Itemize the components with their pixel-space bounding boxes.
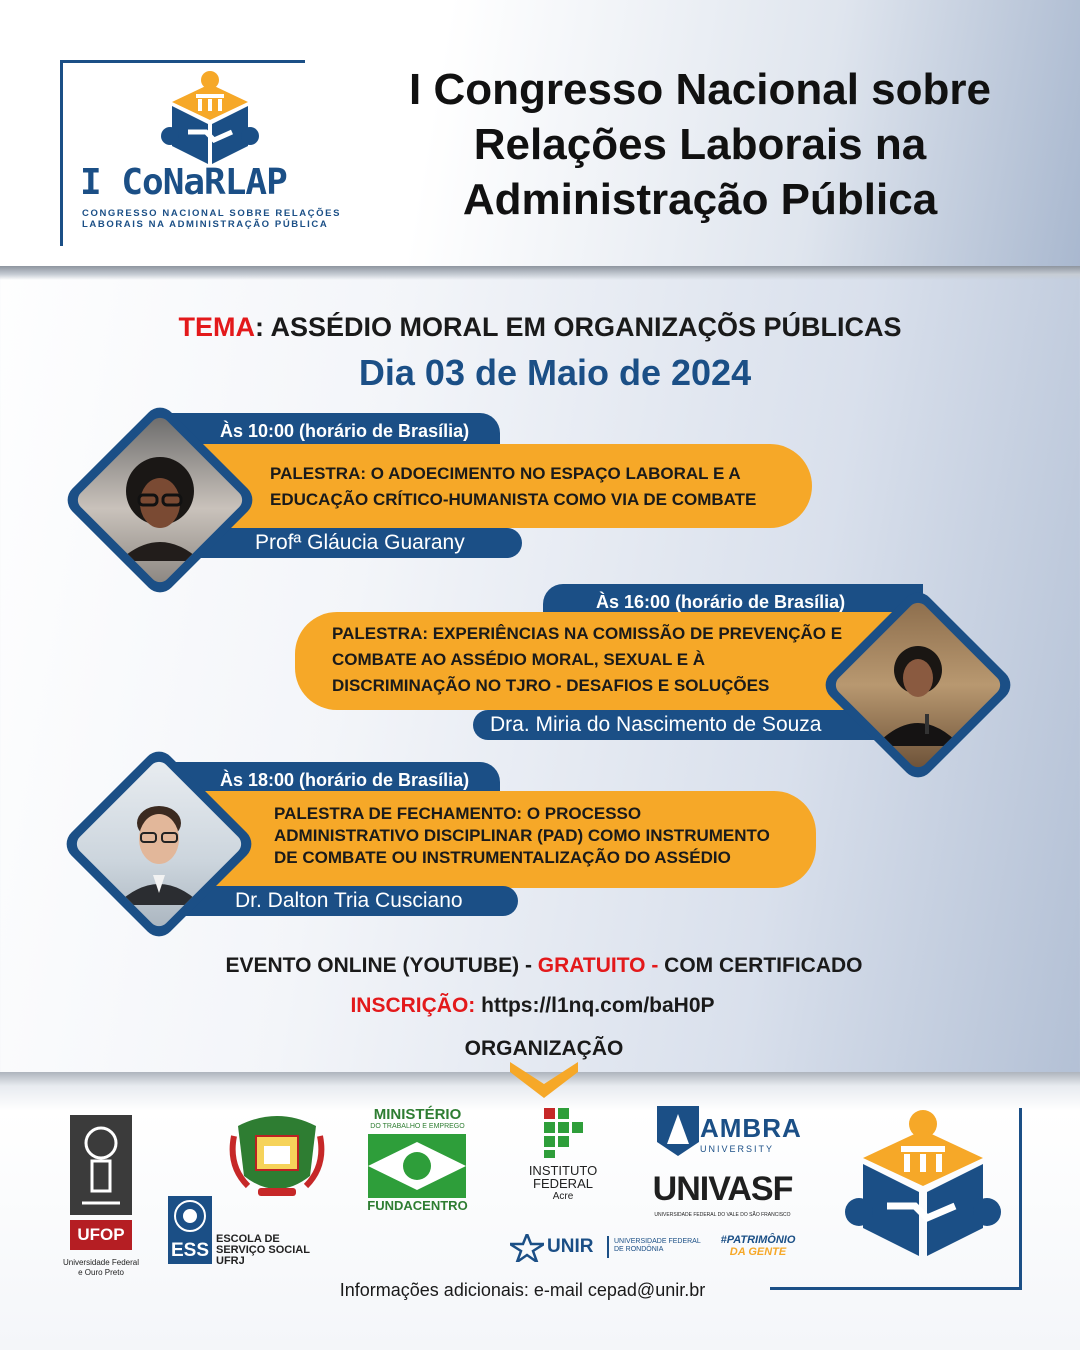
ess-text-1: ESCOLA DE: [216, 1233, 280, 1245]
talk-2-line-1: EXPERIÊNCIAS NA COMISSÃO DE PREVENÇÃO E: [432, 624, 843, 643]
ufop-crest-icon: [70, 1115, 132, 1215]
talk-3-time-text: Às 18:00 (horário de Brasília): [220, 770, 470, 790]
talk-2-speaker-name: Dra. Miria do Nascimento de Souza: [490, 713, 822, 736]
theme-text: : ASSÉDIO MORAL EM ORGANIZAÇÕS PÚBLICAS: [254, 312, 902, 342]
page-title: [350, 62, 1050, 227]
ufop-subtitle-2: e Ouro Preto: [78, 1268, 124, 1277]
ambra-label: [700, 1113, 810, 1154]
university-crest-icon: [228, 1106, 326, 1202]
registration-line: [0, 994, 1065, 1018]
logo-subtitle-1: CONGRESSO NACIONAL SOBRE RELAÇÕES: [82, 208, 342, 219]
talk-3-lead: PALESTRA DE FECHAMENTO:: [274, 804, 523, 823]
conarlap-large-logo-icon: [843, 1108, 1003, 1258]
theme-label: TEMA: [178, 312, 255, 342]
header-divider: [0, 266, 1080, 280]
fundacentro-icon: [368, 1134, 466, 1198]
univasf-logo: UNIVASF: [652, 1170, 793, 1208]
ess-text-3: UFRJ: [216, 1255, 245, 1267]
ministerio-line-2: DO TRABALHO E EMPREGO: [370, 1123, 465, 1130]
ministerio-title: [360, 1106, 475, 1130]
unir-label: UNIR: [547, 1236, 594, 1257]
unir-subtitle: [614, 1238, 709, 1254]
unir-star-icon: [510, 1234, 544, 1262]
ess-seal-icon: [168, 1196, 212, 1236]
ufop-badge: [70, 1220, 132, 1250]
instituto-federal-text: [513, 1164, 613, 1203]
theme-line: [0, 312, 1080, 343]
talk-1-time: [150, 413, 500, 445]
talk-1-speaker-name: Profª Gláucia Guarany: [255, 531, 465, 554]
event-info-part-1: EVENTO ONLINE (YOUTUBE) -: [225, 954, 538, 977]
if-line-1: INSTITUTO: [528, 1163, 598, 1178]
speaker-3-portrait-icon: [98, 783, 220, 905]
talk-2-line-2: COMBATE AO ASSÉDIO MORAL, SEXUAL E À: [332, 650, 706, 669]
univasf-subtitle: UNIVERSIDADE FEDERAL DO VALE DO SÃO FRANCISCO: [654, 1212, 791, 1218]
event-info-part-3: COM CERTIFICADO: [664, 954, 863, 977]
ess-logo-text: ESS: [170, 1240, 210, 1261]
talk-3-line-2: ADMINISTRATIVO DISCIPLINAR (PAD) COMO INSTRUMENTO: [274, 826, 770, 845]
logo-name: I CoNaRLAP: [80, 162, 287, 203]
logo-subtitle-2: LABORAIS NA ADMINISTRAÇÃO PÚBLICA: [82, 219, 329, 230]
patrimonio-tag: [708, 1234, 808, 1258]
unir-subtitle-2: DE RONDÔNIA: [614, 1246, 664, 1253]
organization-heading: ORGANIZAÇÃO: [464, 1037, 624, 1060]
talk-3-line-1: O PROCESSO: [526, 804, 642, 823]
talk-1-line-1: O ADOECIMENTO NO ESPAÇO LABORAL E A: [370, 464, 741, 483]
title-line-2: Relações Laborais na: [473, 120, 927, 169]
chevron-down-icon: [510, 1062, 578, 1098]
talk-2-lead: PALESTRA:: [332, 624, 429, 643]
unir-subtitle-1: UNIVERSIDADE FEDERAL: [614, 1238, 701, 1245]
if-line-2: FEDERAL: [533, 1176, 593, 1191]
talk-1-line-2: EDUCAÇÃO CRÍTICO-HUMANISTA COMO VIA DE COMBATE: [270, 490, 757, 509]
ess-text-2: SERVIÇO SOCIAL: [216, 1244, 310, 1256]
title-line-1: I Congresso Nacional sobre: [409, 65, 991, 114]
ess-logo: [168, 1196, 212, 1264]
instituto-federal-icon: [544, 1108, 584, 1158]
title-line-3: Administração Pública: [462, 175, 938, 224]
speaker-2-portrait-icon: [857, 624, 979, 746]
ess-text: [216, 1234, 316, 1267]
ufop-subtitle-1: Universidade Federal: [62, 1258, 140, 1267]
ufop-subtitle: [55, 1258, 147, 1278]
speaker-1-portrait-icon: [99, 439, 221, 561]
registration-link[interactable]: https://l1nq.com/baH0P: [475, 994, 715, 1017]
talk-1-time-text: Às 10:00 (horário de Brasília): [220, 421, 470, 441]
ambra-name: AMBRA: [700, 1113, 802, 1143]
talk-1-title: [150, 444, 812, 528]
ufop-badge-text: UFOP: [77, 1225, 125, 1244]
talk-3-line-3: DE COMBATE OU INSTRUMENTALIZAÇÃO DO ASSÉDIO: [274, 848, 731, 867]
ambra-logo-icon: [657, 1106, 699, 1156]
conarlap-logo-icon: [160, 70, 260, 166]
contact-info: Informações adicionais: e-mail cepad@unir.br: [339, 1280, 706, 1300]
fundacentro-label: FUNDACENTRO: [367, 1198, 468, 1213]
ministerio-line-1: MINISTÉRIO: [373, 1106, 462, 1123]
if-line-3: Acre: [552, 1191, 574, 1202]
event-info: [0, 954, 1080, 978]
ambra-sub: UNIVERSITY: [700, 1144, 775, 1154]
talk-1-lead: PALESTRA:: [270, 464, 367, 483]
talk-3-speaker-name: Dr. Dalton Tria Cusciano: [235, 889, 463, 912]
event-info-free: GRATUITO -: [537, 954, 665, 977]
talk-2-time-text: Às 16:00 (horário de Brasília): [596, 592, 846, 612]
unir-divider: [607, 1236, 609, 1258]
patrimonio-line-1: #PATRIMÔNIO: [720, 1234, 796, 1246]
patrimonio-line-2: DA GENTE: [729, 1246, 787, 1258]
talk-2-line-3: DISCRIMINAÇÃO NO TJRO - DESAFIOS E SOLUÇÕES: [332, 676, 770, 695]
event-date: Dia 03 de Maio de 2024: [358, 352, 752, 393]
registration-label: INSCRIÇÃO:: [350, 994, 476, 1017]
